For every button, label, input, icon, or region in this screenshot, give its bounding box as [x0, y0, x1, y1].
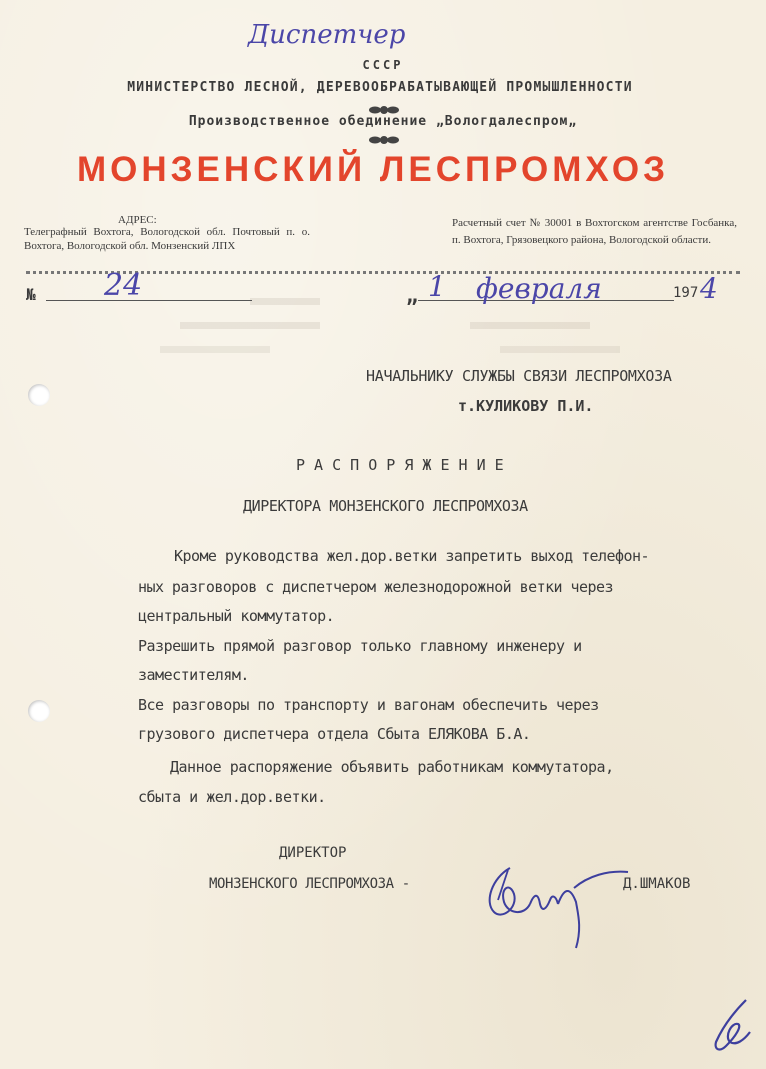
- body-line: Разрешить прямой разговор только главному инженеру и: [138, 637, 582, 655]
- ornament-divider: [367, 132, 401, 150]
- director-signature: [478, 858, 638, 963]
- body-line: Все разговоры по транспорту и вагонам обеспечить через: [138, 696, 599, 714]
- country-label: СССР: [362, 58, 404, 72]
- addressee-position: НАЧАЛЬНИКУ СЛУЖБЫ СВЯЗИ ЛЕСПРОМХОЗА: [366, 367, 672, 385]
- addressee-name: т.КУЛИКОВУ П.И.: [458, 397, 594, 415]
- handwritten-recipient-note: Диспетчер: [248, 20, 406, 50]
- punch-hole: [28, 384, 50, 406]
- document-title: Р А С П О Р Я Ж Е Н И Е: [296, 456, 504, 474]
- number-underline: [46, 300, 252, 301]
- number-label: №: [26, 285, 36, 304]
- ornament-icon: [367, 135, 401, 145]
- document-subtitle: ДИРЕКТОРА МОНЗЕНСКОГО ЛЕСПРОМХОЗА: [243, 497, 528, 515]
- year-suffix: 4: [700, 272, 718, 305]
- body-line: ных разговоров с диспетчером железнодорожной ветки через: [138, 578, 613, 596]
- body-line: заместителям.: [138, 666, 249, 684]
- bank-details: Расчетный счет № 30001 в Вохтогском агентстве Госбанка, п. Вохтога, Грязовецкого района, Вологодской области.: [452, 217, 737, 246]
- date-day: 1: [428, 270, 446, 303]
- association-name: Производственное обединение „Вологдалеспром„: [188, 114, 578, 129]
- punch-hole: [28, 700, 50, 722]
- address-text: Телеграфный Вохтога, Вологодской обл. Почтовый п. о. Вохтога, Вологодской обл. Монзенский ЛПХ: [24, 226, 310, 252]
- handwritten-initial-mark: [706, 996, 756, 1061]
- date-open-quote: „: [406, 283, 419, 307]
- body-line: сбыта и жел.дор.ветки.: [138, 788, 326, 806]
- signature-scribble-icon: [478, 858, 638, 958]
- address-label: АДРЕС:: [118, 214, 157, 226]
- body-line: грузового диспетчера отдела Сбыта ЕЛЯКОВА Б.А.: [138, 725, 531, 743]
- document-number: 24: [104, 268, 143, 303]
- year-prefix: 197: [673, 285, 699, 301]
- body-line: центральный коммутатор.: [138, 607, 335, 625]
- initial-scribble-icon: [706, 996, 756, 1056]
- date-month: февраля: [476, 272, 602, 305]
- body-line: Данное распоряжение объявить работникам коммутатора,: [170, 758, 614, 776]
- ministry-name: МИНИСТЕРСТВО ЛЕСНОЙ, ДЕРЕВООБРАБАТЫВАЮЩЕЙ ПРОМЫШЛЕННОСТИ: [127, 80, 633, 95]
- signature-title-2: МОНЗЕНСКОГО ЛЕСПРОМХОЗА -: [209, 876, 410, 892]
- organization-title: МОНЗЕНСКИЙ ЛЕСПРОМХОЗ: [76, 150, 670, 189]
- body-line: Кроме руководства жел.дор.ветки запретить выход телефон-: [174, 547, 649, 565]
- signatory-name: Д.ШМАКОВ: [623, 876, 691, 892]
- signature-title-1: ДИРЕКТОР: [279, 845, 347, 861]
